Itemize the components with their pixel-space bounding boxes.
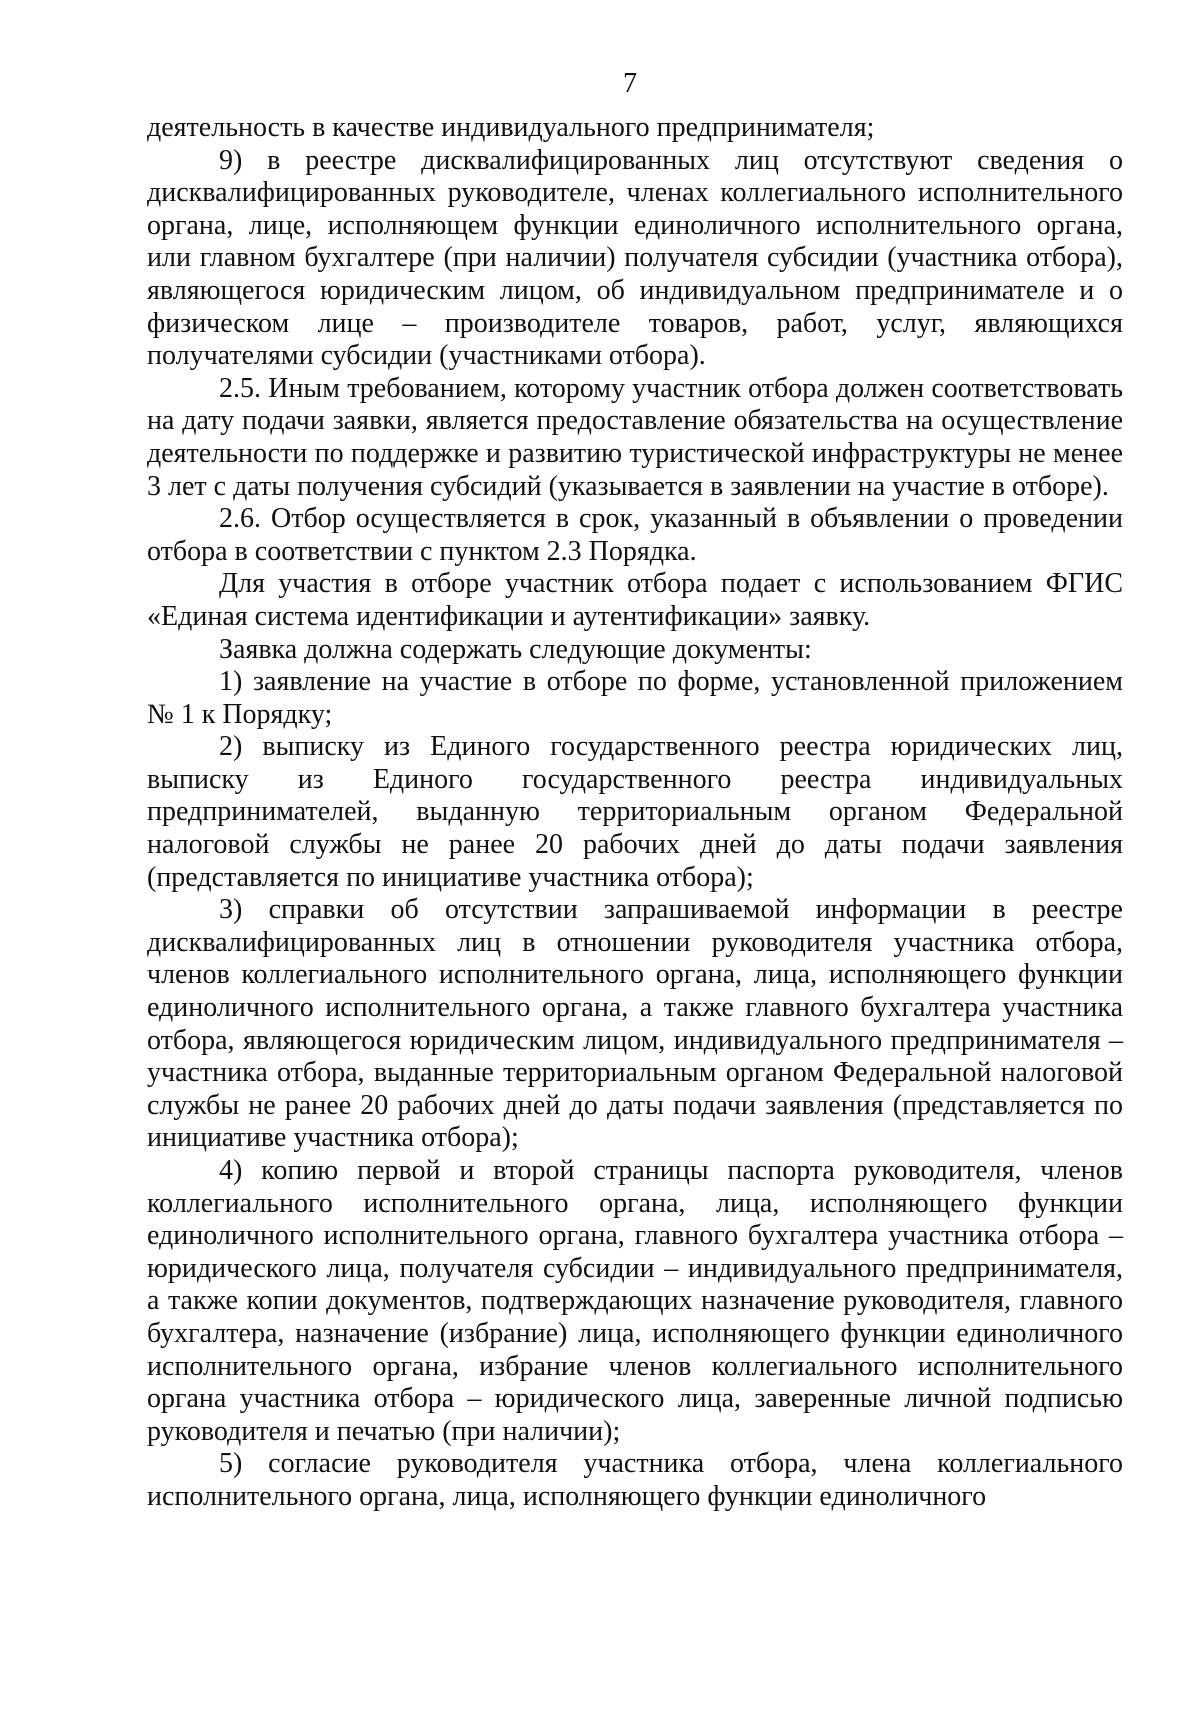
paragraph-doc-2: 2) выписку из Единого государственного реестра юридических лиц, выписку из Единого государственного реестра индивидуальных предпринимателей, выданную территориальным органом Федеральной налоговой службы не ранее 20 рабочих дней до даты подачи заявления (представляется по инициативе участника отбора); [147, 731, 1123, 893]
paragraph-doc-5: 5) согласие руководителя участника отбора, члена коллегиального исполнительного органа, лица, исполняющего функции единоличного [147, 1448, 1123, 1512]
paragraph-2-5: 2.5. Иным требованием, которому участник отбора должен соответствовать на дату подачи заявки, является предоставление обязательства на осуществление деятельности по поддержке и развитию туристической инфраструктуры не менее 3 лет с даты получения субсидий (указывается в заявлении на участие в отборе). [147, 372, 1123, 502]
paragraph-item-9: 9) в реестре дисквалифицированных лиц отсутствуют сведения о дисквалифицированных руководителе, членах коллегиального исполнительного органа, лице, исполняющем функции единоличного исполнительного органа, или главном бухгалтере (при наличии) получателя субсидии (участника отбора), являющегося юридическим лицом, об индивидуальном предпринимателе и о физическом лице – производителе товаров, работ, услуг, являющихся получателями субсидии (участниками отбора). [147, 144, 1123, 372]
paragraph-application-submission: Для участия в отборе участник отбора подает с использованием ФГИС «Единая система идентификации и аутентификации» заявку. [147, 568, 1123, 632]
page-number: 7 [623, 68, 637, 99]
paragraph-documents-intro: Заявка должна содержать следующие документы: [219, 633, 812, 665]
document-body [147, 112, 1123, 1514]
paragraph-continuation: деятельность в качестве индивидуального предпринимателя; [147, 112, 875, 143]
paragraph-doc-1: 1) заявление на участие в отборе по форме, установленной приложением № 1 к Порядку; [147, 666, 1123, 730]
paragraph-doc-4: 4) копию первой и второй страницы паспорта руководителя, членов коллегиального исполнительного органа, лица, исполняющего функции единоличного исполнительного органа, главного бухгалтера участника отбора – юридического лица, получателя субсидии – индивидуального предпринимателя, а также копии документов, подтверждающих назначение руководителя, главного бухгалтера, назначение (избрание) лица, исполняющего функции единоличного исполнительного органа, избрание членов коллегиального исполнительного органа участника отбора – юридического лица, заверенные личной подписью руководителя и печатью (при наличии); [147, 1155, 1123, 1447]
paragraph-doc-3: 3) справки об отсутствии запрашиваемой информации в реестре дисквалифицированных лиц в отношении руководителя участника отбора, членов коллегиального исполнительного органа, лица, исполняющего функции единоличного исполнительного органа, а также главного бухгалтера участника отбора, являющегося юридическим лицом, индивидуального предпринимателя – участника отбора, выданные территориальным органом Федеральной налоговой службы не ранее 20 рабочих дней до даты подачи заявления (представляется по инициативе участника отбора); [147, 894, 1123, 1154]
paragraph-2-6: 2.6. Отбор осуществляется в срок, указанный в объявлении о проведении отбора в соответствии с пунктом 2.3 Порядка. [147, 503, 1123, 567]
